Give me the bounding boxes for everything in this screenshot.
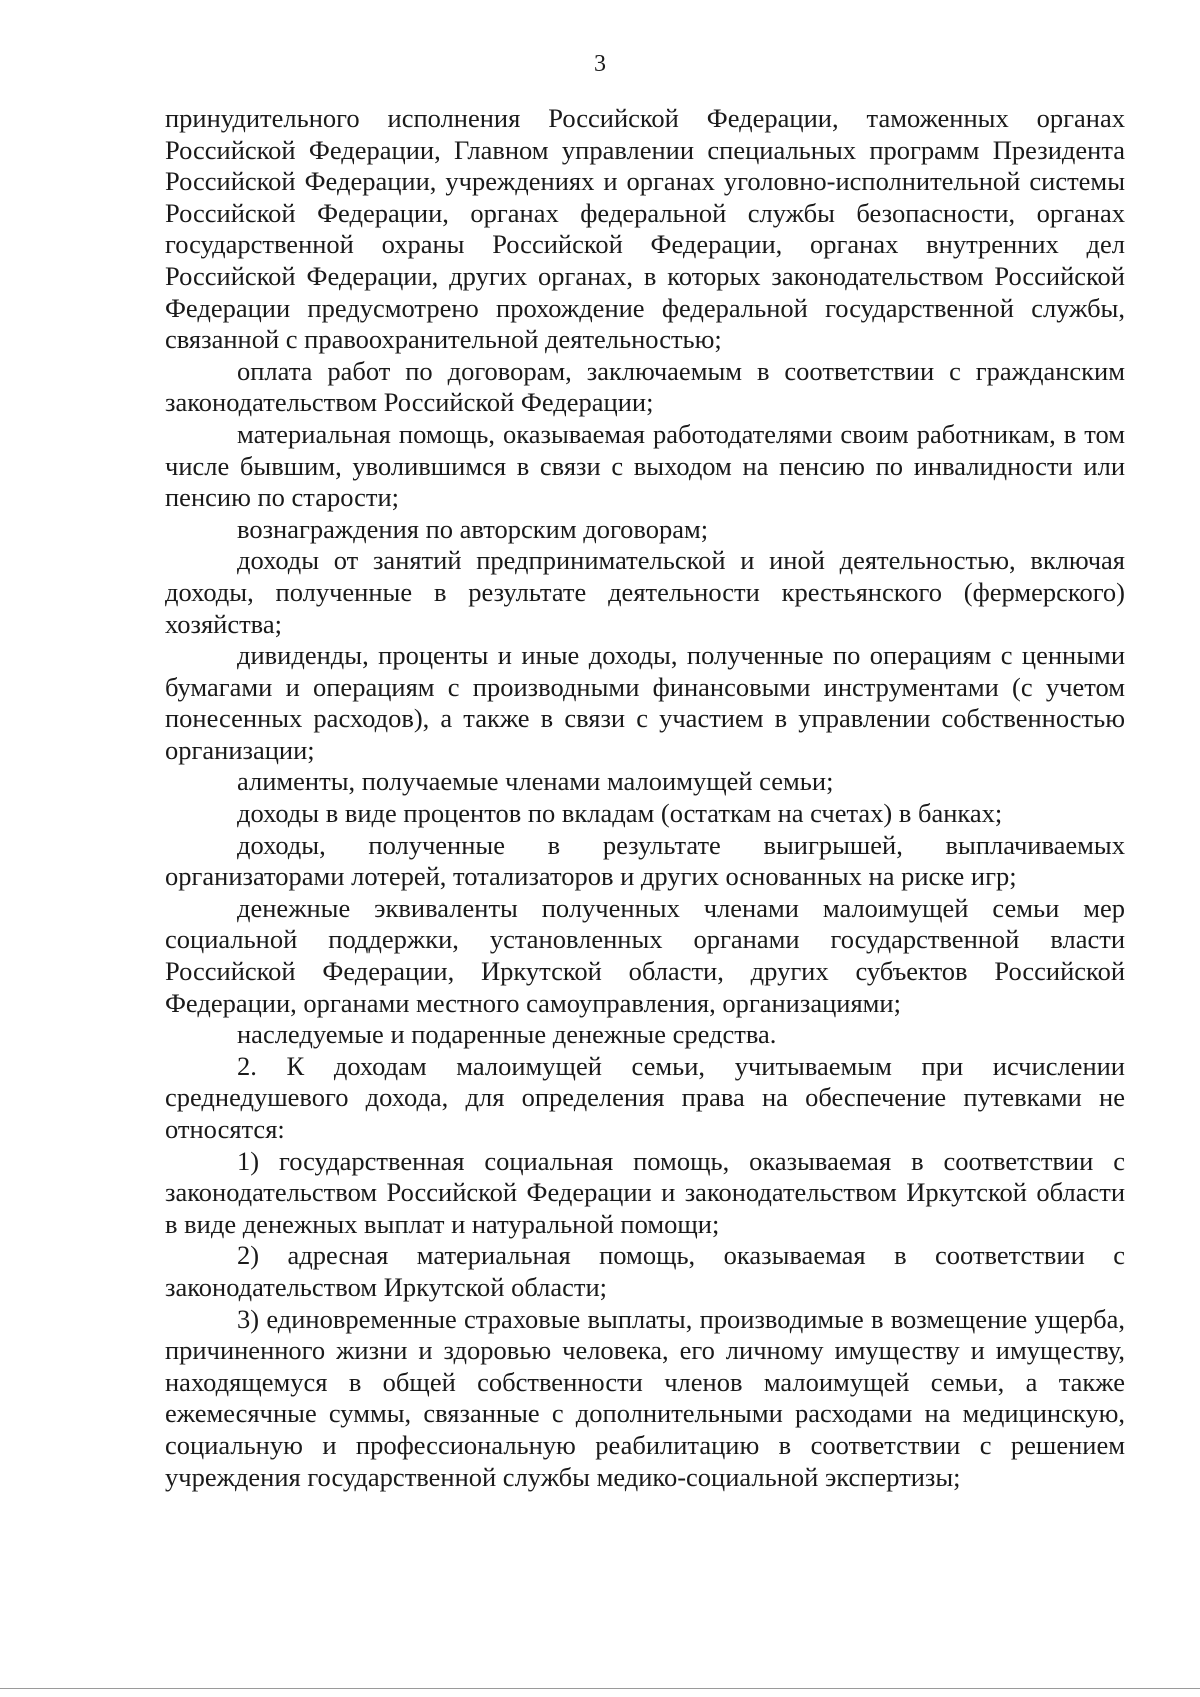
page-number: 3 bbox=[594, 51, 606, 77]
paragraph-inherited-funds: наследуемые и подаренные денежные средства. bbox=[237, 1019, 777, 1050]
paragraph-deposit-interest: доходы в виде процентов по вкладам (остаткам на счетах) в банках; bbox=[237, 798, 1003, 829]
paragraph-lottery-winnings: доходы, полученные в результате выигрышей, выплачиваемых организаторами лотерей, тотализаторов и других основанных на риске игр; bbox=[165, 829, 1125, 892]
paragraph-section-2-exclusions: 2. К доходам малоимущей семьи, учитываемым при исчислении среднедушевого дохода, для определения права на обеспечение путевками не относятся: bbox=[165, 1050, 1125, 1144]
paragraph-continuation: принудительного исполнения Российской Федерации, таможенных органах Российской Федерации, Главном управлении специальных программ Президента Российской Федерации, учреждениях и органах уголовно-исполнительной системы Российской Федерации, органах федеральной службы безопасности, органах государственной охраны Российской Федерации, органах внутренних дел Российской Федерации, других органах, в которых законодательством Российской Федерации предусмотрено прохождение федеральной государственной службы, связанной с правоохранительной деятельностью; bbox=[165, 103, 1125, 355]
paragraph-business-income: доходы от занятий предпринимательской и иной деятельностью, включая доходы, полученные в результате деятельности крестьянского (фермерского) хозяйства; bbox=[165, 545, 1125, 639]
page-bottom-edge bbox=[0, 1688, 1200, 1689]
paragraph-social-support-equivalents: денежные эквиваленты полученных членами малоимущей семьи мер социальной поддержки, установленных органами государственной власти Российской Федерации, Иркутской области, других субъектов Российской Федерации, органами местного самоуправления, организациями; bbox=[165, 892, 1125, 1018]
paragraph-civil-contract-payments: оплата работ по договорам, заключаемым в соответствии с гражданским законодательством Российской Федерации; bbox=[165, 355, 1125, 418]
paragraph-dividends: дивиденды, проценты и иные доходы, полученные по операциям с ценными бумагами и операциям с производными финансовыми инструментами (с учетом понесенных расходов), а также в связи с участием в управлении собственностью организации; bbox=[165, 640, 1125, 765]
paragraph-author-contracts: вознаграждения по авторским договорам; bbox=[237, 513, 709, 544]
list-item-3: 3) единовременные страховые выплаты, производимые в возмещение ущерба, причиненного жизни и здоровью человека, его личному имуществу и имуществу, находящемуся в общей собственности членов малоимущей семьи, а также ежемесячные суммы, связанные с дополнительными расходами на медицинскую, социальную и профессиональную реабилитацию в соответствии с решением учреждения государственной службы медико-социальной экспертизы; bbox=[165, 1303, 1125, 1492]
document-body bbox=[165, 103, 1125, 1493]
list-item-1: 1) государственная социальная помощь, оказываемая в соответствии с законодательством Российской Федерации и законодательством Иркутской области в виде денежных выплат и натуральной помощи; bbox=[165, 1145, 1125, 1239]
list-item-2: 2) адресная материальная помощь, оказываемая в соответствии с законодательством Иркутской области; bbox=[165, 1240, 1125, 1302]
paragraph-employer-material-aid: материальная помощь, оказываемая работодателями своим работникам, в том числе бывшим, уволившимся в связи с выходом на пенсию по инвалидности или пенсию по старости; bbox=[165, 418, 1125, 513]
paragraph-alimony: алименты, получаемые членами малоимущей семьи; bbox=[237, 766, 834, 797]
